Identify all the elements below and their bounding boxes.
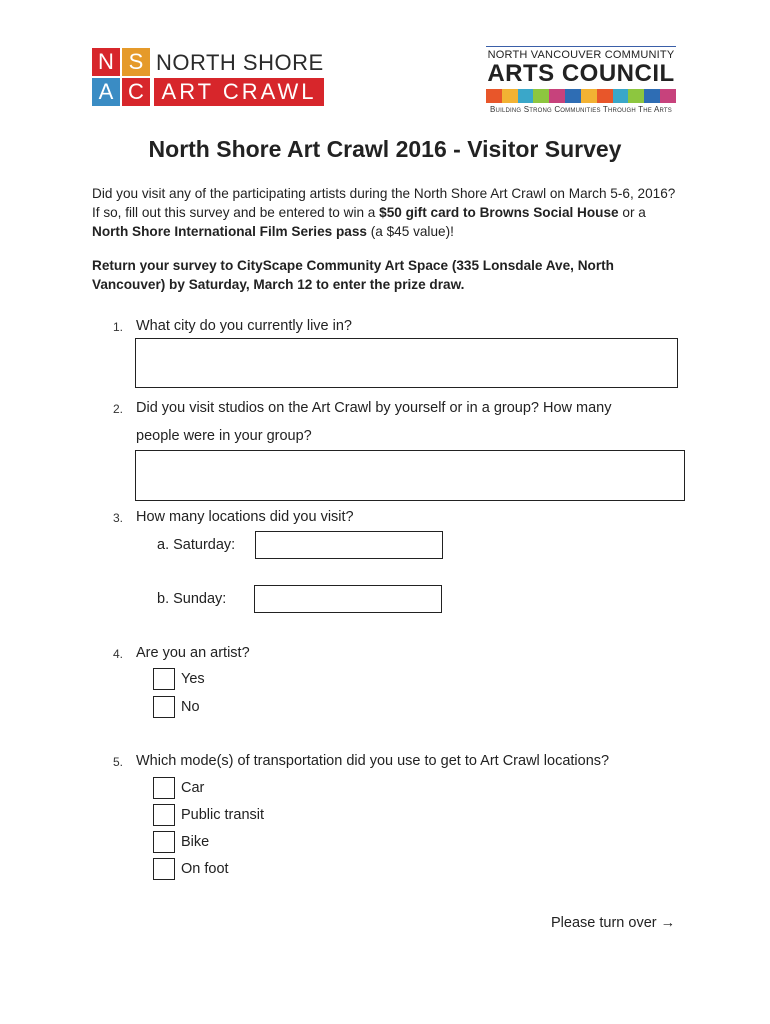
return-instructions: Return your survey to CityScape Community Art Space (335 Lonsdale Ave, North Vancouver) by Saturday, March 12 to enter the prize draw. xyxy=(92,258,614,292)
logo-cell-c: C xyxy=(122,78,150,106)
color-strip-segment xyxy=(628,89,644,103)
artist-no-label: No xyxy=(181,699,200,715)
transport-foot-label: On foot xyxy=(181,861,229,877)
color-strip-segment xyxy=(644,89,660,103)
color-strip-segment xyxy=(565,89,581,103)
color-strip-segment xyxy=(502,89,518,103)
color-strip xyxy=(486,89,676,103)
transport-transit-checkbox[interactable] xyxy=(153,804,175,826)
intro-prize-2: North Shore International Film Series pass xyxy=(92,224,367,239)
arts-council-tagline: Building Strong Communities Through The Arts xyxy=(490,105,672,114)
q2-number: 2. xyxy=(113,402,124,416)
color-strip-segment xyxy=(581,89,597,103)
logo-art-crawl: ART CRAWL xyxy=(154,78,324,106)
q2-answer-field[interactable] xyxy=(135,450,685,501)
q4-text: Are you an artist? xyxy=(136,645,250,661)
q3-a-label xyxy=(157,537,235,553)
color-strip-segment xyxy=(613,89,629,103)
page-title: North Shore Art Crawl 2016 - Visitor Survey xyxy=(148,136,622,162)
sunday-locations-field[interactable] xyxy=(254,585,442,613)
q1-text: What city do you currently live in? xyxy=(136,318,352,334)
q3-b-label xyxy=(157,591,226,607)
intro-text-3: (a $45 value)! xyxy=(366,224,454,239)
logo-north-shore: NORTH SHORE xyxy=(156,50,324,75)
turn-over-note xyxy=(551,915,675,931)
color-strip-segment xyxy=(597,89,613,103)
transport-car-label: Car xyxy=(181,780,205,796)
arts-council-top-line: NORTH VANCOUVER COMMUNITY xyxy=(486,46,676,61)
q1-answer-field[interactable] xyxy=(135,338,678,388)
q3-b-text: Sunday: xyxy=(173,591,227,607)
intro-text-2: or a xyxy=(618,205,646,220)
logo-cell-a: A xyxy=(92,78,120,106)
arts-council-name: ARTS COUNCIL xyxy=(487,60,675,87)
q3-b-letter: b. xyxy=(157,591,170,607)
transport-bike-checkbox[interactable] xyxy=(153,831,175,853)
q2-text-line1: Did you visit studios on the Art Crawl by yourself or in a group? How many xyxy=(136,400,612,416)
q3-number: 3. xyxy=(113,511,124,525)
transport-foot-checkbox[interactable] xyxy=(153,858,175,880)
intro-prize-1: $50 gift card to Browns Social House xyxy=(379,205,619,220)
color-strip-segment xyxy=(533,89,549,103)
artist-yes-checkbox[interactable] xyxy=(153,668,175,690)
nsac-logo xyxy=(92,48,150,106)
q3-a-letter: a. xyxy=(157,537,170,553)
intro-paragraph xyxy=(92,184,682,241)
arts-council-logo xyxy=(486,46,676,114)
color-strip-segment xyxy=(518,89,534,103)
color-strip-segment xyxy=(486,89,502,103)
logo-cell-n: N xyxy=(92,48,120,76)
arrow-right-icon: → xyxy=(660,915,676,931)
intro-text-1: Did you visit any of the participating artists during the North Shore Art Crawl on March 5-6, 2016? If so, fill out this survey and be entered to win a xyxy=(92,186,676,220)
turn-over-text: Please turn over xyxy=(551,915,657,931)
transport-car-checkbox[interactable] xyxy=(153,777,175,799)
q4-number: 4. xyxy=(113,647,124,661)
saturday-locations-field[interactable] xyxy=(255,531,443,559)
color-strip-segment xyxy=(549,89,565,103)
q5-number: 5. xyxy=(113,755,124,769)
artist-no-checkbox[interactable] xyxy=(153,696,175,718)
transport-transit-label: Public transit xyxy=(181,807,265,823)
q5-text: Which mode(s) of transportation did you use to get to Art Crawl locations? xyxy=(136,753,610,769)
q1-number: 1. xyxy=(113,320,124,334)
artist-yes-label: Yes xyxy=(181,671,205,687)
q3-a-text: Saturday: xyxy=(173,537,236,553)
q2-text-line2: people were in your group? xyxy=(136,428,312,444)
transport-bike-label: Bike xyxy=(181,834,210,850)
logo-cell-s: S xyxy=(122,48,150,76)
color-strip-segment xyxy=(660,89,676,103)
q3-text: How many locations did you visit? xyxy=(136,509,354,525)
